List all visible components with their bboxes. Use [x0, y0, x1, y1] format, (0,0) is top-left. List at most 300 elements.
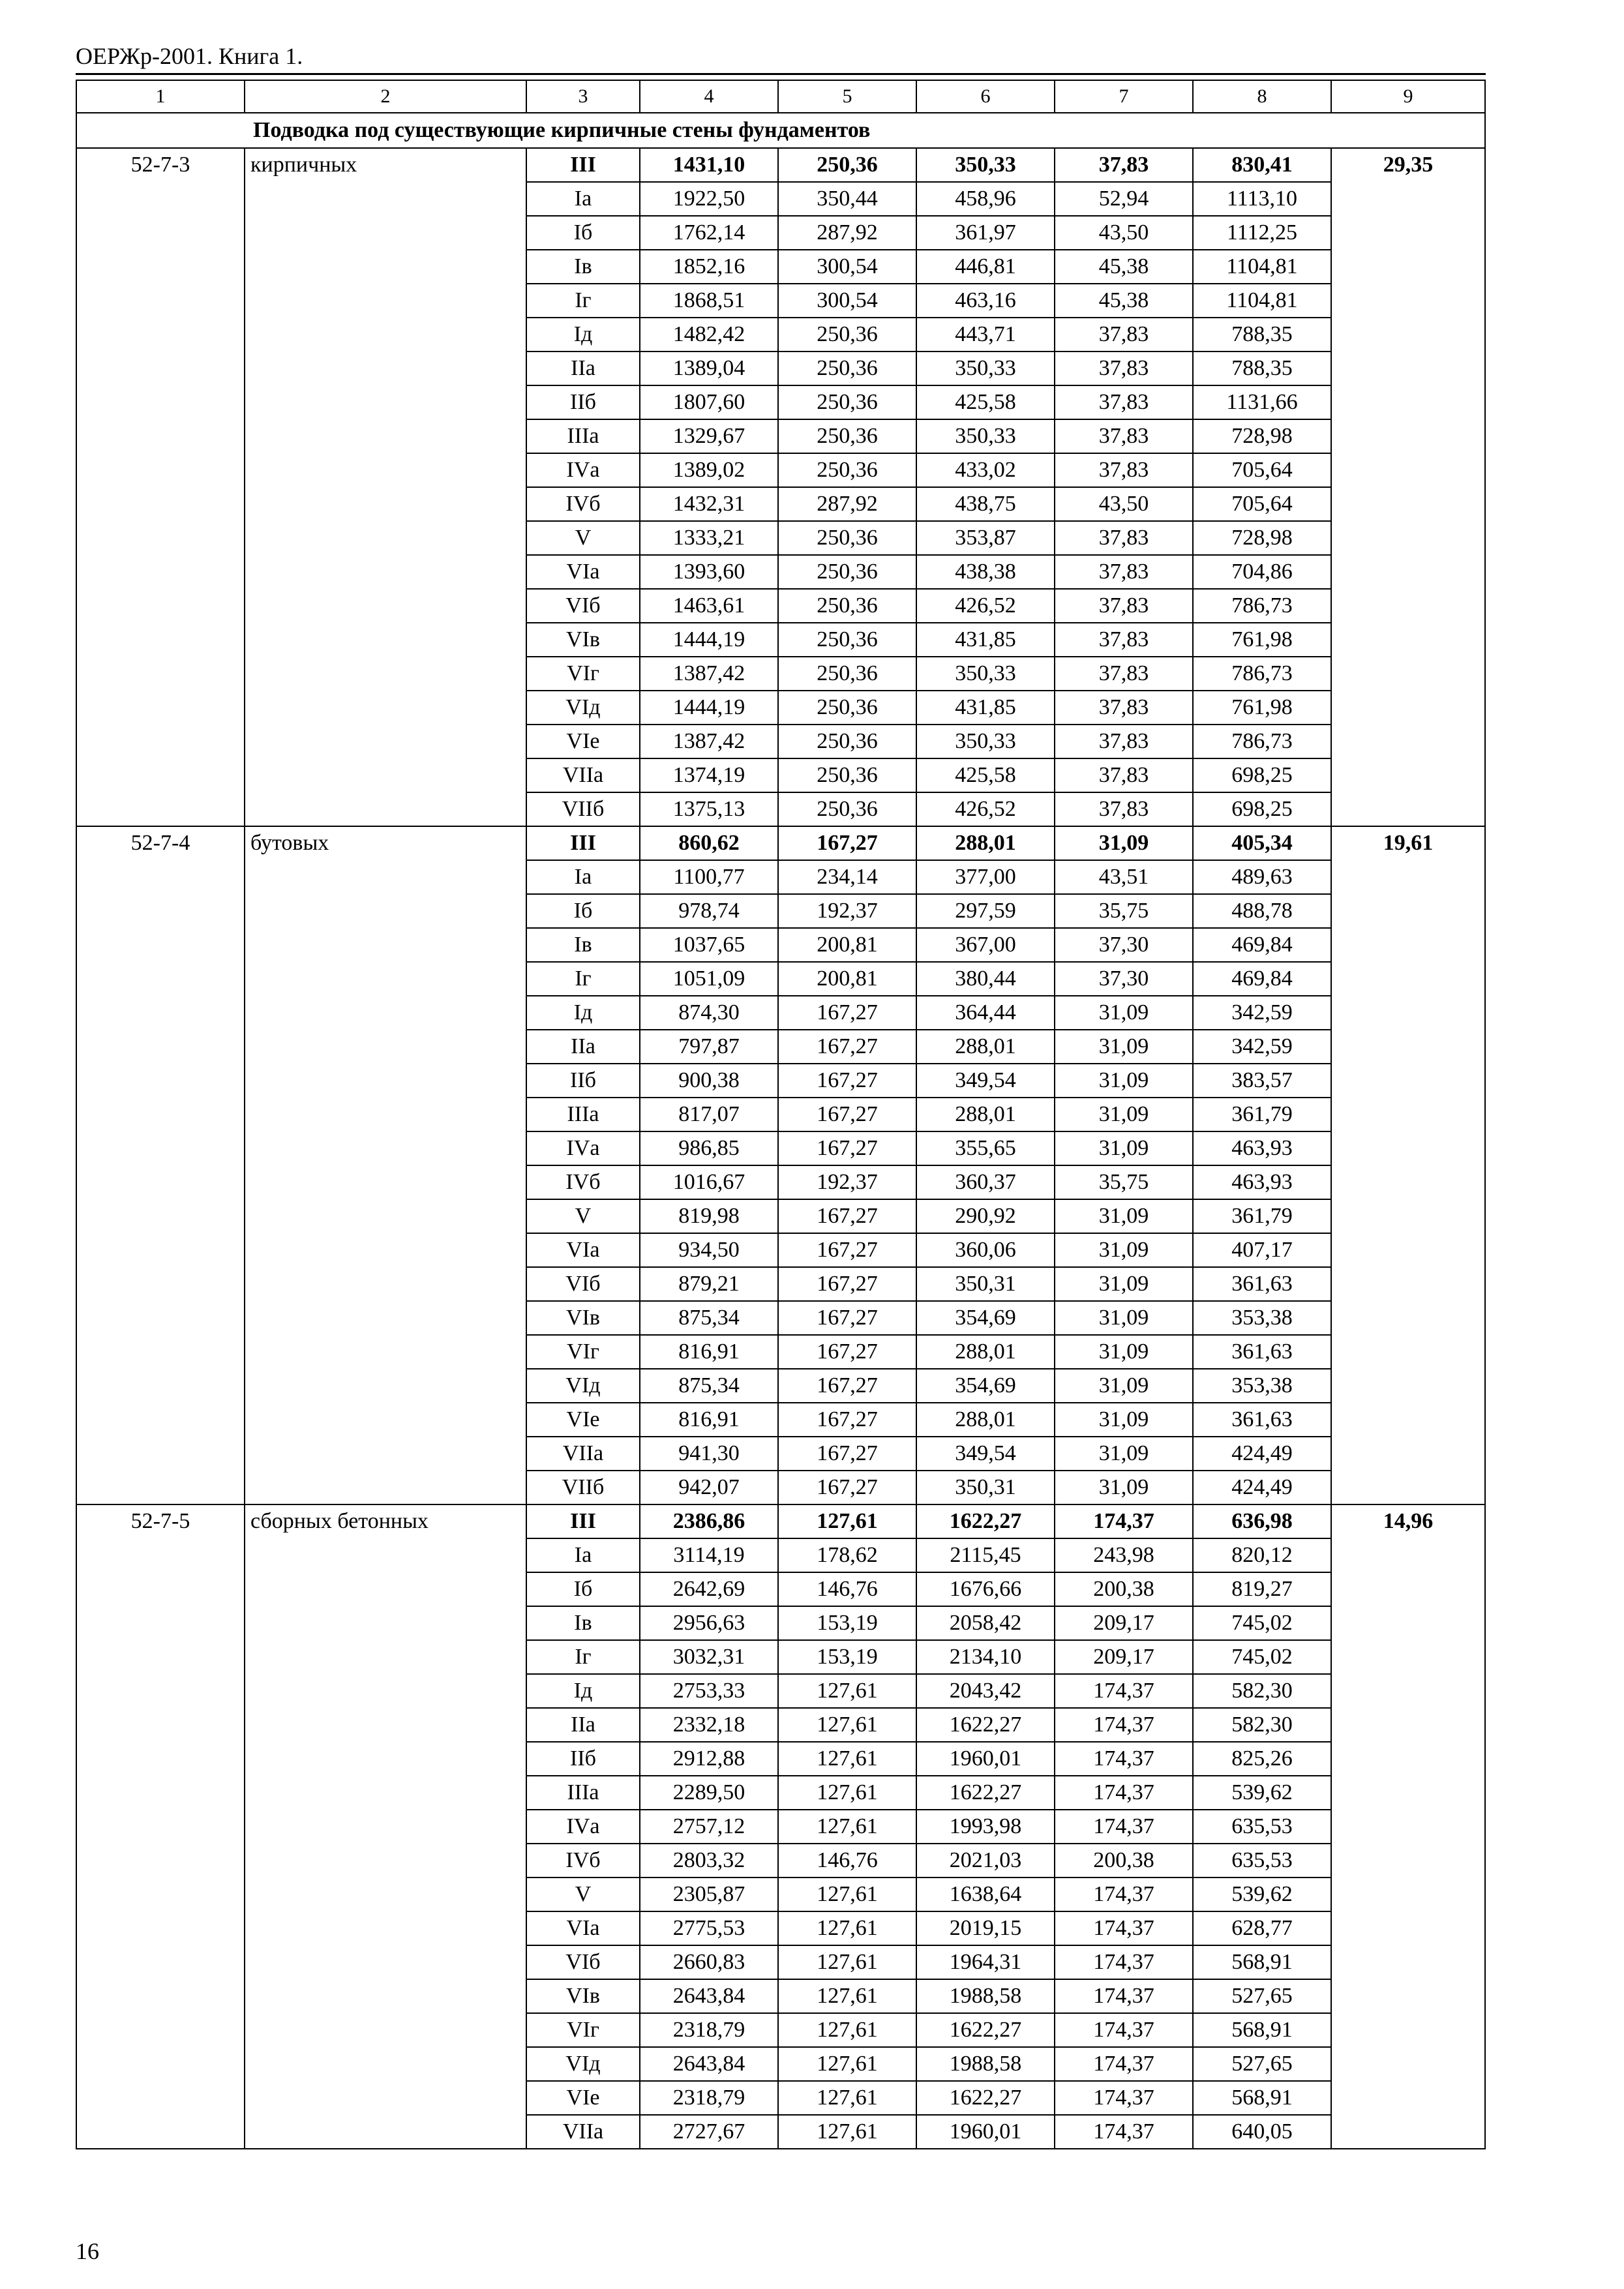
value-cell: 463,93 [1193, 1165, 1331, 1199]
value-cell: 463,93 [1193, 1131, 1331, 1165]
value-cell: 153,19 [778, 1640, 916, 1674]
value-cell: 761,98 [1193, 623, 1331, 657]
value-cell: 174,37 [1055, 1810, 1193, 1844]
value-cell: 367,00 [916, 928, 1055, 962]
value-cell: 45,38 [1055, 284, 1193, 318]
value-cell: 250,36 [778, 555, 916, 589]
value-cell: 361,63 [1193, 1403, 1331, 1437]
table-row [76, 148, 1485, 182]
value-cell: 1432,31 [640, 487, 778, 521]
value-cell: 788,35 [1193, 318, 1331, 352]
value-cell: 1375,13 [640, 792, 778, 826]
value-cell: 1100,77 [640, 860, 778, 894]
value-cell: 1638,64 [916, 1878, 1055, 1911]
value-cell: 192,37 [778, 1165, 916, 1199]
value-cell: 568,91 [1193, 2081, 1331, 2115]
value-cell: 174,37 [1055, 2013, 1193, 2047]
value-cell: 2318,79 [640, 2081, 778, 2115]
value-cell: 174,37 [1055, 2081, 1193, 2115]
labor-cost-cell: 19,61 [1331, 826, 1485, 1504]
value-cell: 37,83 [1055, 792, 1193, 826]
value-cell: 705,64 [1193, 487, 1331, 521]
zone-cell: III [526, 826, 640, 860]
zone-cell: VIг [526, 2013, 640, 2047]
value-cell: 167,27 [778, 1403, 916, 1437]
value-cell: 2043,42 [916, 1674, 1055, 1708]
value-cell: 360,06 [916, 1233, 1055, 1267]
zone-cell: V [526, 1199, 640, 1233]
value-cell: 819,98 [640, 1199, 778, 1233]
value-cell: 786,73 [1193, 725, 1331, 758]
value-cell: 243,98 [1055, 1538, 1193, 1572]
value-cell: 43,50 [1055, 487, 1193, 521]
value-cell: 1868,51 [640, 284, 778, 318]
value-cell: 250,36 [778, 385, 916, 419]
value-cell: 1051,09 [640, 962, 778, 996]
value-cell: 37,83 [1055, 352, 1193, 385]
value-cell: 568,91 [1193, 2013, 1331, 2047]
value-cell: 127,61 [778, 1776, 916, 1810]
zone-cell: IVб [526, 1165, 640, 1199]
value-cell: 127,61 [778, 2013, 916, 2047]
value-cell: 250,36 [778, 318, 916, 352]
zone-cell: Iд [526, 318, 640, 352]
value-cell: 698,25 [1193, 792, 1331, 826]
value-cell: 200,81 [778, 928, 916, 962]
value-cell: 527,65 [1193, 2047, 1331, 2081]
value-cell: 424,49 [1193, 1437, 1331, 1471]
value-cell: 209,17 [1055, 1640, 1193, 1674]
value-cell: 287,92 [778, 216, 916, 250]
value-cell: 250,36 [778, 352, 916, 385]
zone-cell: VIIб [526, 792, 640, 826]
value-cell: 31,09 [1055, 1233, 1193, 1267]
value-cell: 2134,10 [916, 1640, 1055, 1674]
value-cell: 407,17 [1193, 1233, 1331, 1267]
value-cell: 127,61 [778, 2081, 916, 2115]
zone-cell: Iд [526, 996, 640, 1030]
value-cell: 1444,19 [640, 623, 778, 657]
value-cell: 37,83 [1055, 657, 1193, 691]
value-cell: 941,30 [640, 1437, 778, 1471]
value-cell: 628,77 [1193, 1911, 1331, 1945]
zone-cell: VIд [526, 1369, 640, 1403]
value-cell: 37,83 [1055, 555, 1193, 589]
value-cell: 350,33 [916, 725, 1055, 758]
value-cell: 31,09 [1055, 1437, 1193, 1471]
value-cell: 37,83 [1055, 521, 1193, 555]
item-code: 52-7-4 [76, 826, 245, 1504]
value-cell: 287,92 [778, 487, 916, 521]
zone-cell: III [526, 148, 640, 182]
value-cell: 463,16 [916, 284, 1055, 318]
zone-cell: Iг [526, 284, 640, 318]
zone-cell: Iв [526, 928, 640, 962]
value-cell: 1374,19 [640, 758, 778, 792]
value-cell: 37,83 [1055, 758, 1193, 792]
value-cell: 31,09 [1055, 1471, 1193, 1504]
value-cell: 361,63 [1193, 1335, 1331, 1369]
value-cell: 1393,60 [640, 555, 778, 589]
zone-cell: IIа [526, 352, 640, 385]
zone-cell: VIIа [526, 2115, 640, 2149]
value-cell: 978,74 [640, 894, 778, 928]
column-number-row [76, 80, 1485, 113]
zone-cell: Iв [526, 1606, 640, 1640]
column-number: 2 [245, 80, 526, 113]
value-cell: 383,57 [1193, 1064, 1331, 1098]
value-cell: 354,69 [916, 1301, 1055, 1335]
value-cell: 527,65 [1193, 1979, 1331, 2013]
value-cell: 1676,66 [916, 1572, 1055, 1606]
labor-cost-cell: 29,35 [1331, 148, 1485, 826]
zone-cell: IIIа [526, 1098, 640, 1131]
value-cell: 2643,84 [640, 1979, 778, 2013]
value-cell: 127,61 [778, 1708, 916, 1742]
value-cell: 1960,01 [916, 2115, 1055, 2149]
value-cell: 539,62 [1193, 1878, 1331, 1911]
value-cell: 539,62 [1193, 1776, 1331, 1810]
value-cell: 31,09 [1055, 1267, 1193, 1301]
value-cell: 458,96 [916, 182, 1055, 216]
value-cell: 2058,42 [916, 1606, 1055, 1640]
value-cell: 3114,19 [640, 1538, 778, 1572]
column-number: 1 [76, 80, 245, 113]
value-cell: 350,33 [916, 419, 1055, 453]
value-cell: 31,09 [1055, 1335, 1193, 1369]
value-cell: 797,87 [640, 1030, 778, 1064]
zone-cell: VIд [526, 691, 640, 725]
value-cell: 1622,27 [916, 2081, 1055, 2115]
value-cell: 1922,50 [640, 182, 778, 216]
value-cell: 127,61 [778, 1504, 916, 1538]
value-cell: 31,09 [1055, 1131, 1193, 1165]
value-cell: 37,83 [1055, 691, 1193, 725]
value-cell: 728,98 [1193, 419, 1331, 453]
value-cell: 2727,67 [640, 2115, 778, 2149]
value-cell: 1993,98 [916, 1810, 1055, 1844]
value-cell: 167,27 [778, 1199, 916, 1233]
value-cell: 350,31 [916, 1267, 1055, 1301]
value-cell: 174,37 [1055, 2115, 1193, 2149]
value-cell: 37,83 [1055, 453, 1193, 487]
value-cell: 1113,10 [1193, 182, 1331, 216]
value-cell: 349,54 [916, 1064, 1055, 1098]
value-cell: 290,92 [916, 1199, 1055, 1233]
value-cell: 250,36 [778, 725, 916, 758]
value-cell: 342,59 [1193, 996, 1331, 1030]
column-number: 8 [1193, 80, 1331, 113]
value-cell: 35,75 [1055, 1165, 1193, 1199]
value-cell: 816,91 [640, 1335, 778, 1369]
column-number: 5 [778, 80, 916, 113]
value-cell: 250,36 [778, 657, 916, 691]
value-cell: 1389,04 [640, 352, 778, 385]
value-cell: 489,63 [1193, 860, 1331, 894]
value-cell: 1387,42 [640, 725, 778, 758]
value-cell: 250,36 [778, 148, 916, 182]
value-cell: 37,83 [1055, 623, 1193, 657]
value-cell: 446,81 [916, 250, 1055, 284]
value-cell: 353,87 [916, 521, 1055, 555]
value-cell: 350,33 [916, 657, 1055, 691]
value-cell: 37,83 [1055, 419, 1193, 453]
value-cell: 636,98 [1193, 1504, 1331, 1538]
value-cell: 361,79 [1193, 1199, 1331, 1233]
value-cell: 43,50 [1055, 216, 1193, 250]
value-cell: 934,50 [640, 1233, 778, 1267]
zone-cell: IVа [526, 453, 640, 487]
value-cell: 37,83 [1055, 589, 1193, 623]
zone-cell: IIIа [526, 419, 640, 453]
value-cell: 127,61 [778, 1674, 916, 1708]
value-cell: 167,27 [778, 1030, 916, 1064]
value-cell: 45,38 [1055, 250, 1193, 284]
zone-cell: VIIа [526, 1437, 640, 1471]
value-cell: 174,37 [1055, 1504, 1193, 1538]
zone-cell: Iб [526, 1572, 640, 1606]
value-cell: 640,05 [1193, 2115, 1331, 2149]
value-cell: 635,53 [1193, 1810, 1331, 1844]
item-code: 52-7-3 [76, 148, 245, 826]
value-cell: 1988,58 [916, 2047, 1055, 2081]
value-cell: 2332,18 [640, 1708, 778, 1742]
value-cell: 1463,61 [640, 589, 778, 623]
value-cell: 2318,79 [640, 2013, 778, 2047]
value-cell: 816,91 [640, 1403, 778, 1437]
column-number: 3 [526, 80, 640, 113]
value-cell: 250,36 [778, 758, 916, 792]
value-cell: 37,83 [1055, 725, 1193, 758]
value-cell: 761,98 [1193, 691, 1331, 725]
value-cell: 1622,27 [916, 1504, 1055, 1538]
value-cell: 875,34 [640, 1301, 778, 1335]
zone-cell: Iа [526, 1538, 640, 1572]
value-cell: 174,37 [1055, 1979, 1193, 2013]
section-title-row [76, 113, 1485, 148]
value-cell: 350,44 [778, 182, 916, 216]
column-number: 7 [1055, 80, 1193, 113]
value-cell: 31,09 [1055, 826, 1193, 860]
value-cell: 31,09 [1055, 1301, 1193, 1335]
value-cell: 728,98 [1193, 521, 1331, 555]
value-cell: 174,37 [1055, 2047, 1193, 2081]
value-cell: 1964,31 [916, 1945, 1055, 1979]
value-cell: 37,83 [1055, 385, 1193, 419]
value-cell: 942,07 [640, 1471, 778, 1504]
value-cell: 167,27 [778, 1098, 916, 1131]
value-cell: 469,84 [1193, 928, 1331, 962]
zone-cell: VIв [526, 1979, 640, 2013]
value-cell: 200,38 [1055, 1572, 1193, 1606]
value-cell: 31,09 [1055, 1098, 1193, 1131]
value-cell: 127,61 [778, 1742, 916, 1776]
value-cell: 2803,32 [640, 1844, 778, 1878]
item-name: бутовых [245, 826, 526, 1504]
zone-cell: IIа [526, 1708, 640, 1742]
value-cell: 786,73 [1193, 589, 1331, 623]
value-cell: 1988,58 [916, 1979, 1055, 2013]
zone-cell: IIIа [526, 1776, 640, 1810]
value-cell: 377,00 [916, 860, 1055, 894]
section-title: Подводка под существующие кирпичные стены фундаментов [76, 113, 1485, 148]
zone-cell: VIа [526, 1911, 640, 1945]
value-cell: 37,83 [1055, 148, 1193, 182]
value-cell: 127,61 [778, 1810, 916, 1844]
value-cell: 31,09 [1055, 996, 1193, 1030]
value-cell: 900,38 [640, 1064, 778, 1098]
zone-cell: Iг [526, 1640, 640, 1674]
value-cell: 2386,86 [640, 1504, 778, 1538]
value-cell: 167,27 [778, 1335, 916, 1369]
value-cell: 127,61 [778, 2047, 916, 2081]
value-cell: 1444,19 [640, 691, 778, 725]
zone-cell: IVб [526, 1844, 640, 1878]
value-cell: 288,01 [916, 1098, 1055, 1131]
zone-cell: IVб [526, 487, 640, 521]
zone-cell: III [526, 1504, 640, 1538]
value-cell: 52,94 [1055, 182, 1193, 216]
value-cell: 234,14 [778, 860, 916, 894]
value-cell: 1807,60 [640, 385, 778, 419]
value-cell: 425,58 [916, 385, 1055, 419]
value-cell: 167,27 [778, 1301, 916, 1335]
rates-table [76, 80, 1486, 2149]
zone-cell: VIIб [526, 1471, 640, 1504]
value-cell: 174,37 [1055, 1911, 1193, 1945]
zone-cell: VIв [526, 1301, 640, 1335]
value-cell: 37,83 [1055, 318, 1193, 352]
value-cell: 364,44 [916, 996, 1055, 1030]
value-cell: 288,01 [916, 1403, 1055, 1437]
item-name: сборных бетонных [245, 1504, 526, 2149]
value-cell: 361,63 [1193, 1267, 1331, 1301]
value-cell: 860,62 [640, 826, 778, 860]
value-cell: 146,76 [778, 1844, 916, 1878]
value-cell: 31,09 [1055, 1403, 1193, 1437]
zone-cell: VIб [526, 589, 640, 623]
value-cell: 830,41 [1193, 148, 1331, 182]
value-cell: 288,01 [916, 1335, 1055, 1369]
value-cell: 167,27 [778, 1131, 916, 1165]
zone-cell: IVа [526, 1810, 640, 1844]
value-cell: 167,27 [778, 1233, 916, 1267]
value-cell: 438,38 [916, 555, 1055, 589]
value-cell: 200,81 [778, 962, 916, 996]
value-cell: 431,85 [916, 691, 1055, 725]
value-cell: 174,37 [1055, 1674, 1193, 1708]
value-cell: 200,38 [1055, 1844, 1193, 1878]
value-cell: 788,35 [1193, 352, 1331, 385]
value-cell: 209,17 [1055, 1606, 1193, 1640]
zone-cell: VIв [526, 623, 640, 657]
value-cell: 300,54 [778, 250, 916, 284]
value-cell: 568,91 [1193, 1945, 1331, 1979]
zone-cell: VIе [526, 725, 640, 758]
value-cell: 469,84 [1193, 962, 1331, 996]
table-row [76, 1504, 1485, 1538]
value-cell: 127,61 [778, 1878, 916, 1911]
value-cell: 2753,33 [640, 1674, 778, 1708]
zone-cell: IIб [526, 1742, 640, 1776]
value-cell: 174,37 [1055, 1776, 1193, 1810]
value-cell: 174,37 [1055, 1945, 1193, 1979]
value-cell: 297,59 [916, 894, 1055, 928]
value-cell: 250,36 [778, 691, 916, 725]
value-cell: 167,27 [778, 1471, 916, 1504]
value-cell: 167,27 [778, 1437, 916, 1471]
value-cell: 1960,01 [916, 1742, 1055, 1776]
value-cell: 360,37 [916, 1165, 1055, 1199]
value-cell: 2775,53 [640, 1911, 778, 1945]
zone-cell: VIа [526, 555, 640, 589]
value-cell: 2305,87 [640, 1878, 778, 1911]
table-body [76, 80, 1485, 2149]
value-cell: 250,36 [778, 623, 916, 657]
zone-cell: VIб [526, 1945, 640, 1979]
value-cell: 127,61 [778, 2115, 916, 2149]
zone-cell: VIг [526, 1335, 640, 1369]
value-cell: 3032,31 [640, 1640, 778, 1674]
value-cell: 2643,84 [640, 2047, 778, 2081]
value-cell: 1482,42 [640, 318, 778, 352]
value-cell: 350,33 [916, 148, 1055, 182]
zone-cell: Iа [526, 182, 640, 216]
value-cell: 43,51 [1055, 860, 1193, 894]
value-cell: 425,58 [916, 758, 1055, 792]
value-cell: 361,79 [1193, 1098, 1331, 1131]
value-cell: 1622,27 [916, 1776, 1055, 1810]
value-cell: 174,37 [1055, 1878, 1193, 1911]
value-cell: 146,76 [778, 1572, 916, 1606]
value-cell: 817,07 [640, 1098, 778, 1131]
value-cell: 1387,42 [640, 657, 778, 691]
value-cell: 875,34 [640, 1369, 778, 1403]
value-cell: 1104,81 [1193, 284, 1331, 318]
value-cell: 37,30 [1055, 962, 1193, 996]
value-cell: 2757,12 [640, 1810, 778, 1844]
table-row [76, 826, 1485, 860]
value-cell: 2956,63 [640, 1606, 778, 1640]
zone-cell: Iб [526, 216, 640, 250]
value-cell: 127,61 [778, 1979, 916, 2013]
value-cell: 250,36 [778, 589, 916, 623]
zone-cell: VIд [526, 2047, 640, 2081]
value-cell: 986,85 [640, 1131, 778, 1165]
zone-cell: VIе [526, 1403, 640, 1437]
value-cell: 37,30 [1055, 928, 1193, 962]
value-cell: 1016,67 [640, 1165, 778, 1199]
column-number: 4 [640, 80, 778, 113]
value-cell: 250,36 [778, 792, 916, 826]
value-cell: 288,01 [916, 826, 1055, 860]
value-cell: 342,59 [1193, 1030, 1331, 1064]
value-cell: 874,30 [640, 996, 778, 1030]
zone-cell: IVа [526, 1131, 640, 1165]
value-cell: 635,53 [1193, 1844, 1331, 1878]
value-cell: 426,52 [916, 589, 1055, 623]
value-cell: 1762,14 [640, 216, 778, 250]
value-cell: 250,36 [778, 521, 916, 555]
value-cell: 1112,25 [1193, 216, 1331, 250]
zone-cell: VIа [526, 1233, 640, 1267]
value-cell: 353,38 [1193, 1369, 1331, 1403]
value-cell: 250,36 [778, 453, 916, 487]
zone-cell: IIб [526, 385, 640, 419]
value-cell: 405,34 [1193, 826, 1331, 860]
value-cell: 354,69 [916, 1369, 1055, 1403]
zone-cell: VIг [526, 657, 640, 691]
